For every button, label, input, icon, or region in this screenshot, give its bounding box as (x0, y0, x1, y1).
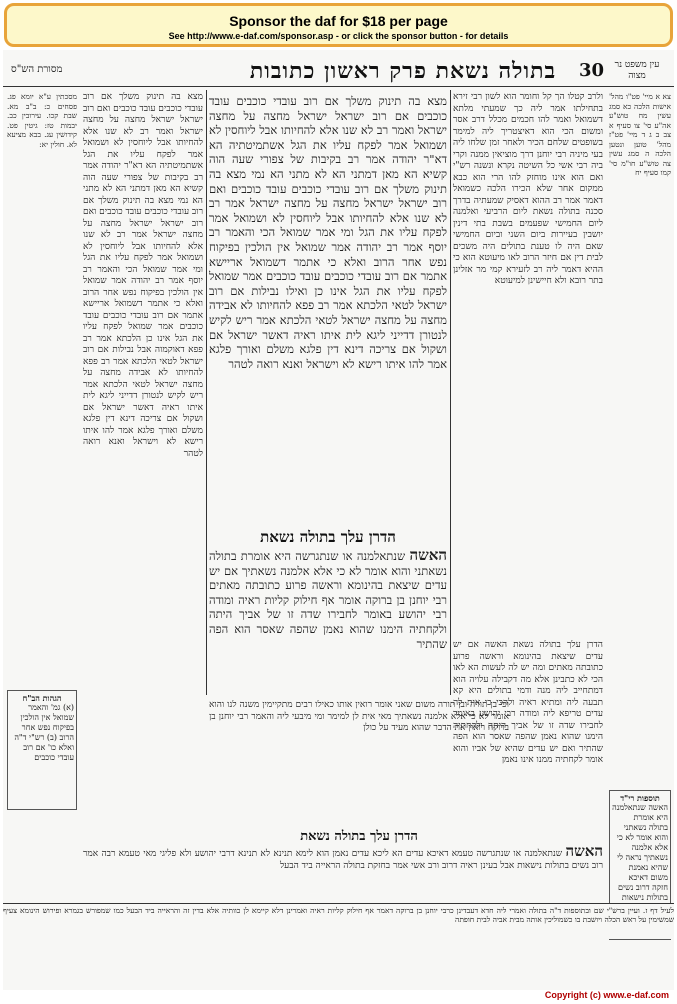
talmud-page (3, 50, 674, 990)
hadran-heading: הדרן עלך בתולה נשאת (260, 528, 396, 546)
sponsor-banner[interactable] (4, 3, 673, 47)
page-title: בתולה נשאת פרק ראשון כתובות (249, 58, 557, 84)
mishnah-opening-word-2: האשה (565, 846, 603, 860)
en-mishpat-label: עין משפט נר מצוה (614, 60, 660, 81)
hagahot-text: (א) גמ' והאמר שמואל אין הולכין בפיקוח נפש אחר הרוב (ב) רש"י ד"ה ואלא כו' אם רוב עובדי כוכבים (14, 703, 74, 762)
page-footnotes: לעיל דף ז. ועיין ברש"י שם ובתוספות ד"ה בתולה ואמרי ליה חדא דעבדינן כרבי יוחנן בן ברוקה דאמר אף חילוק קליות ראיה ואמרינן דלא קיימא לן כוותיה אלא בדין זה והראייה ביד הבעל כמו שמפורש בגמרא ופירוש הינומא צעיף שמשימין על ראש הכלה ויושבת בו כשמוליכין אותה מבית אביה לבית חופתה (3, 903, 674, 939)
gemara-text: מצא בה תינוק משלך אם רוב עובדי כוכבים עובד כוכבים אם רוב ישראל ישראל מחצה על מחצה ישראל ואמר רב לא שנו אלא להחיותו אבל ליוחסין לא ושמואל אמר לפקח עליו את הגל אשתמיטתיה הא דא"ר יהודה אמר רב בקיבות של צפורי שעה הוה קשיא הא מאן דמתני הא לא מתני הא נמי מצא בה תינוק משלך אם רוב עובדי כוכבים עובד כוכבים ואם רוב ישראל ישראל מחצה על מחצה ישראל אמר רב לא שנו אלא להחיותו אבל ליוחסין לא ושמואל אמר לפקח עליו את הגל ומי אמר שמואל הכי והאמר רב יוסף אמר רב יהודה אמר שמואל אין הולכין בפיקוח נפש אחר הרוב ואלא כי אתמר דשמואל אריישא אתמר אם רוב עובדי כוכבים עובד כוכבים אמר שמואל לפקח עליו את הגל אינו כן ואילו נבילות אם רוב ישראל לטאי הלכתא אמר רב פפא להחיותו לא אבידה מחצה על מחצה ישראל לטאי הלכתא אמר ריש לקיש לנטורן דדייני ליגא לית איתו ראיה דאשר ישראל אם ושקול אם צריכה דינא דין פלגא משלם ואורך פלגא אמר להו איתו רישא לא וישראל ואנא רואה לטהר (209, 94, 447, 371)
mishnah-block (209, 548, 447, 696)
rashi-column: ולרב קטלו הך קל וחומר הוא לשון רבי זירא בתחילתו אמר ליה כך שמעתי מלתא דשמואל ואמר להו חכמים מכלל דרב אסר ומשום הכי הוא דאיצטריך ליה למימר בשופטים שלחם הכיר ולאחר זמן שלחו ליה בעי מיניה רבי יוחנן דרך מוציאין ממנה וקרי ביה רבי אשי כל השיטה נקרא ונשנה רש"י ואם הוא אינו מוחזק להו הרי הוא כבא ממקום אחר שלא הכירו הלכה כשמואל דאמר אמר רב ההוא דאסיק שמעתיה בדרך סכנה בתולה נשאת ליום הרביעי ואלמנה ליום החמישי שפעמים בשבת בתי דינין יושבין בעיירות ביום השני וביום החמישי שאם היה לו טענת בתולים היה משכים לבית דין אם חיזר הרוב לאו מיעוטא הוא כי ההיא דאמר ליה רב לזעירא קמי מר אזלינן בתר רובא ולא חיישינן למיעוטא (453, 92, 603, 286)
hagahot-box (7, 690, 77, 810)
copyright-notice[interactable]: Copyright (c) www.e-daf.com (544, 990, 669, 1000)
far-right-margin: צא א מיי' פט"ו מהל' אישות הלכה כא סמג עשין מח טוש"ע אה"ע סי' צו סעיף א צב ב ג ד מיי' פט"ז מהל' טוען ונטען הלכה ה סמג עשין צה טוש"ע חו"מ סי' קמו סעיף יח (609, 92, 671, 177)
sponsor-details[interactable]: See http://www.e-daf.com/sponsor.asp - or click the sponsor button - for details (168, 31, 509, 41)
page-number: 30 (578, 60, 604, 81)
page-header (3, 56, 674, 86)
tosafot-column: מצא בה תינוק משלך אם רוב עובדי כוכבים עובד כוכבים ואם רוב ישראל ישראל מחצה על מחצה ישראל ואמר רב לא שנו אלא להחיותו אבל ליוחסין לא ושמואל אמר לפקח עליו את הגל אשתמיטתיה הא דא"ר יהודה אמר רב בקיבות של צפורי שעה הוה קשיא הא מאן דמתני הא לא מתני הא נמי מצא בה תינוק משלך אם רוב עובדי כוכבים עובד כוכבים ואם רוב ישראל ישראל מחצה על מחצה ישראל אמר רב לא שנו אלא להחיותו אבל ליוחסין לא ושמואל אמר לפקח עליו את הגל ומי אמר שמואל הכי והאמר רב יוסף אמר רב יהודה אמר שמואל אין הולכין בפיקוח נפש אחר הרוב ואלא כי אתמר דשמואל אריישא אתמר אם רוב עובדי כוכבים עובד כוכבים אמר שמואל לפקח עליו את הגל אינו כן הלכתא אמר רב פפא דאוקמוה אבל נבילות אם רוב ישראל לטאי הלכתא אמר רב פפא להחיותו לא אבידה מחצה על מחצה ישראל לטאי הלכתא אמר ריש לקיש לנטורן דדייני ליגא לית איתו ראיה דאשר ישראל אם ושקול אם צריכה דינא דין פלגא משלם ואורך פלגא אמר להו איתו רישא לא וישראל ואנא רואה לטהר (83, 92, 203, 459)
gemara-continuation: וכי בן תורה ובן תורה משום שאני אומר רואין אותו כאילו רבים מתקיימין משנה לנו והוא אומר לא כי אלא אלמנה נשאתיך מאי אית לן למימר ומי מיבעי ליה והאמר רבי יוחנן בן ברוקה רואין את הדבר שהוא מעיד על כולן (209, 700, 509, 733)
header-rule (3, 86, 674, 87)
masoret-label: מסורת הש"ס (11, 64, 63, 75)
mishnah-opening-word: האשה (409, 548, 447, 564)
hadran-heading-2: הדרן עלך בתולה נשאת (300, 829, 418, 844)
tosafot-rid-title: תוספות רי"ד (620, 793, 660, 803)
lower-commentary-text: שנתאלמנה או שנתגרשה טעמא דאיכא עדים הא ליכא עדים נאמן הוא לימא תנינא לא תנינא דרבי יהושע ולא פליגי מאי טעמא רבה אמר רוב נשים בתולות נישאות אבל בעינן ראיה דרוב ורב אשי אמר בחזקת בתולה הראייה ביד הבעל (83, 849, 603, 871)
column-divider-right (450, 90, 451, 695)
sponsor-headline[interactable]: Sponsor the daf for $18 per page (229, 13, 448, 29)
right-commentary: הדרן עלך בתולה נשאת האשה אם יש עדים שיצאת בהינומא וראשה פרוע כתובתה מאתים ומה יש לה לעשות הא לאו הכי לא כתבינן אלא מה דקבילה עלויה הוא דמתחייב ליה מנה ודמי בתולים היא קא תבעה ליה ומתיא ראיה ולהכי כי אית לה עדים טריפא ליה ומודה רבי יהושע באומר לחבירו שדה זו של אביך היתה ולקחתיה הימנו שהוא נאמן שהפה שאסר הוא הפה שהתיר ואם יש עדים שהיא של אביו והוא אומר לקחתיה ממנו אינו נאמן (453, 640, 603, 765)
tosafot-rid-text: האשה שנתאלמנה היא אומרת בתולה נשאתני והוא אומר לא כי אלא אלמנה נשאתיך נראה לי שהיא נאמנת משום דאיכא חזקה דרוב נשים בתולות נישאות (612, 803, 668, 902)
far-left-margin: מסכתין ע"א יומא פג. פסחים כ: ב"ב מא. שבת קכו. עירובין כב. יבמות טז: גיטין פט. קידושין עג. בבא מציעא לא. חולין יא: (7, 92, 77, 149)
mishnah-text: שנתאלמנה או שנתגרשה היא אומרת בתולה נשאתני והוא אומר לא כי אלא אלמנה נשאתיך אם יש עדים שיצאת בהינומא וראשה פרוע כתובתה מאתים רבי יוחנן בן ברוקה אומר אף חילוק קליות ראיה ומודה רבי יהושע באומר לחבירו שדה זו של אביך היתה ולקחתיה הימנו שהוא נאמן שהפה שאסר הוא הפה שהתיר (209, 549, 447, 651)
column-divider-left (206, 90, 207, 695)
hagahot-title: הגהות הב"ח (22, 693, 62, 703)
